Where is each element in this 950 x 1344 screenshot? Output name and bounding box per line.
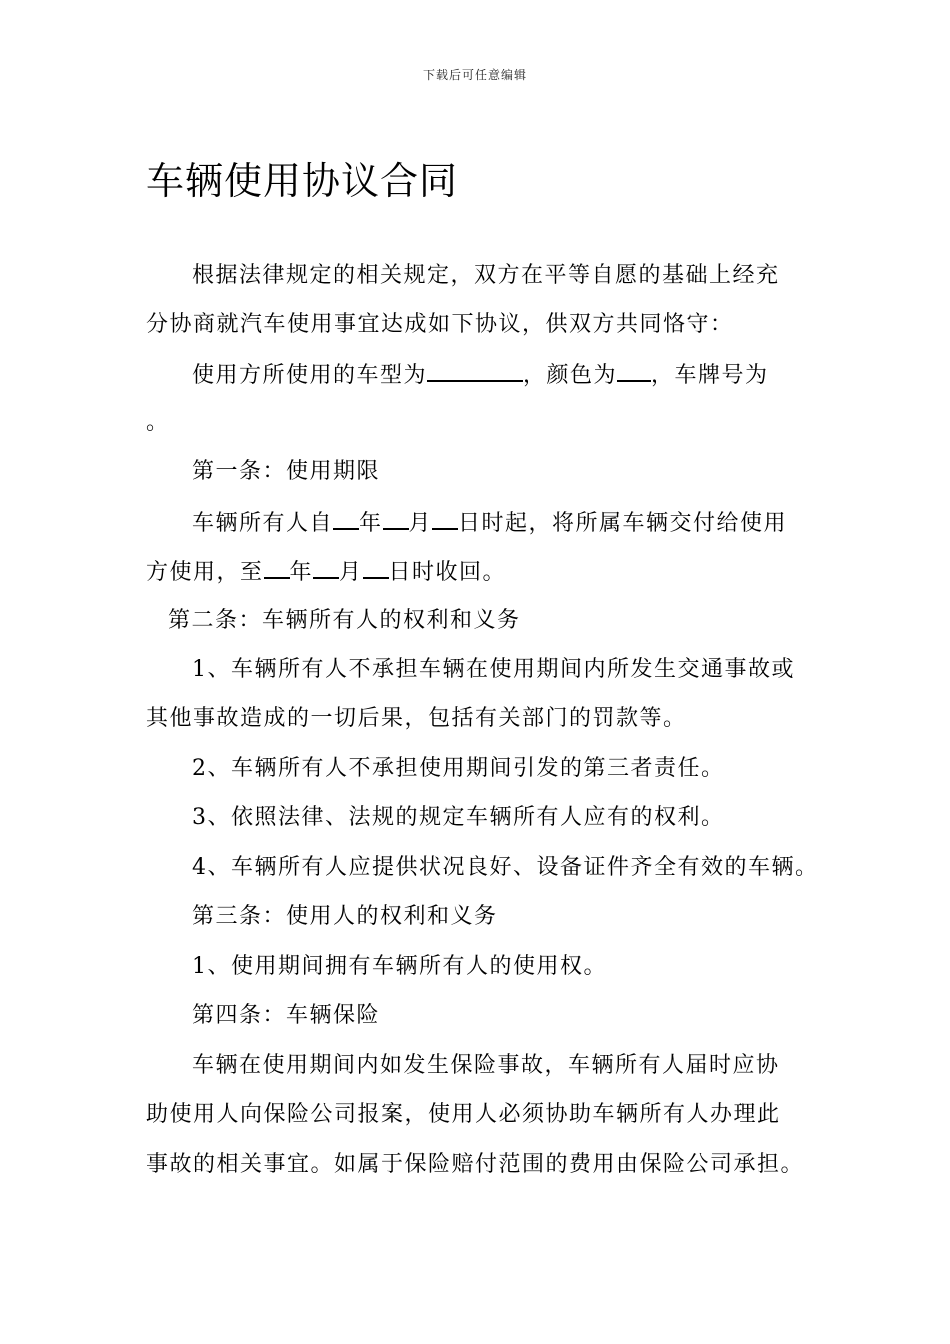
vehicle-line-2: 。 bbox=[146, 410, 170, 435]
vehicle-color-blank bbox=[617, 360, 651, 382]
article1-line-1 bbox=[192, 508, 787, 538]
article4-line-1: 车辆在使用期间内如发生保险事故，车辆所有人届时应协 bbox=[192, 1053, 780, 1078]
start-month-blank bbox=[383, 508, 409, 530]
vehicle-model-blank bbox=[427, 360, 523, 382]
article1-text: 车辆所有人自 bbox=[192, 511, 334, 536]
end-day-blank bbox=[363, 557, 389, 579]
end-month-blank bbox=[313, 557, 339, 579]
vehicle-line bbox=[192, 360, 769, 390]
article2-item2: 2、车辆所有人不承担使用期间引发的第三者责任。 bbox=[192, 756, 725, 781]
article1-line-2 bbox=[146, 557, 506, 587]
article4-heading: 第四条：车辆保险 bbox=[192, 1003, 381, 1028]
article3-item1: 1、使用期间拥有车辆所有人的使用权。 bbox=[192, 954, 607, 979]
year-label: 年 bbox=[359, 511, 383, 536]
intro-line-1: 根据法律规定的相关规定，双方在平等自愿的基础上经充 bbox=[192, 263, 780, 288]
vehicle-color-label: ，颜色为 bbox=[523, 363, 618, 388]
start-year-blank bbox=[333, 508, 359, 530]
article1-text: 方使用，至 bbox=[146, 560, 264, 585]
month-label: 月 bbox=[339, 560, 363, 585]
article3-heading: 第三条：使用人的权利和义务 bbox=[192, 904, 498, 929]
article2-item1-line-2: 其他事故造成的一切后果，包括有关部门的罚款等。 bbox=[146, 706, 687, 731]
end-year-blank bbox=[264, 557, 290, 579]
vehicle-plate-label: ，车牌号为 bbox=[651, 363, 769, 388]
vehicle-model-label: 使用方所使用的车型为 bbox=[192, 363, 428, 388]
year-label: 年 bbox=[289, 560, 314, 585]
month-label: 月 bbox=[408, 511, 433, 536]
article1-text: 日时收回。 bbox=[388, 560, 507, 585]
article2-heading: 第二条：车辆所有人的权利和义务 bbox=[168, 608, 521, 633]
article1-text: 日时起，将所属车辆交付给使用 bbox=[458, 511, 788, 536]
article2-item3: 3、依照法律、法规的规定车辆所有人应有的权利。 bbox=[192, 805, 725, 830]
article2-item4: 4、车辆所有人应提供状况良好、设备证件齐全有效的车辆。 bbox=[192, 855, 819, 880]
document-title: 车辆使用协议合同 bbox=[146, 159, 459, 203]
header-note: 下载后可任意编辑 bbox=[422, 68, 527, 82]
article4-line-3: 事故的相关事宜。如属于保险赔付范围的费用由保险公司承担。 bbox=[146, 1152, 805, 1177]
article2-item1-line-1: 1、车辆所有人不承担车辆在使用期间内所发生交通事故或 bbox=[192, 657, 795, 682]
intro-line-2: 分协商就汽车使用事宜达成如下协议，供双方共同恪守： bbox=[146, 312, 734, 337]
start-day-blank bbox=[432, 508, 458, 530]
article1-heading: 第一条：使用期限 bbox=[192, 459, 381, 484]
article4-line-2: 助使用人向保险公司报案，使用人必须协助车辆所有人办理此 bbox=[146, 1102, 781, 1127]
